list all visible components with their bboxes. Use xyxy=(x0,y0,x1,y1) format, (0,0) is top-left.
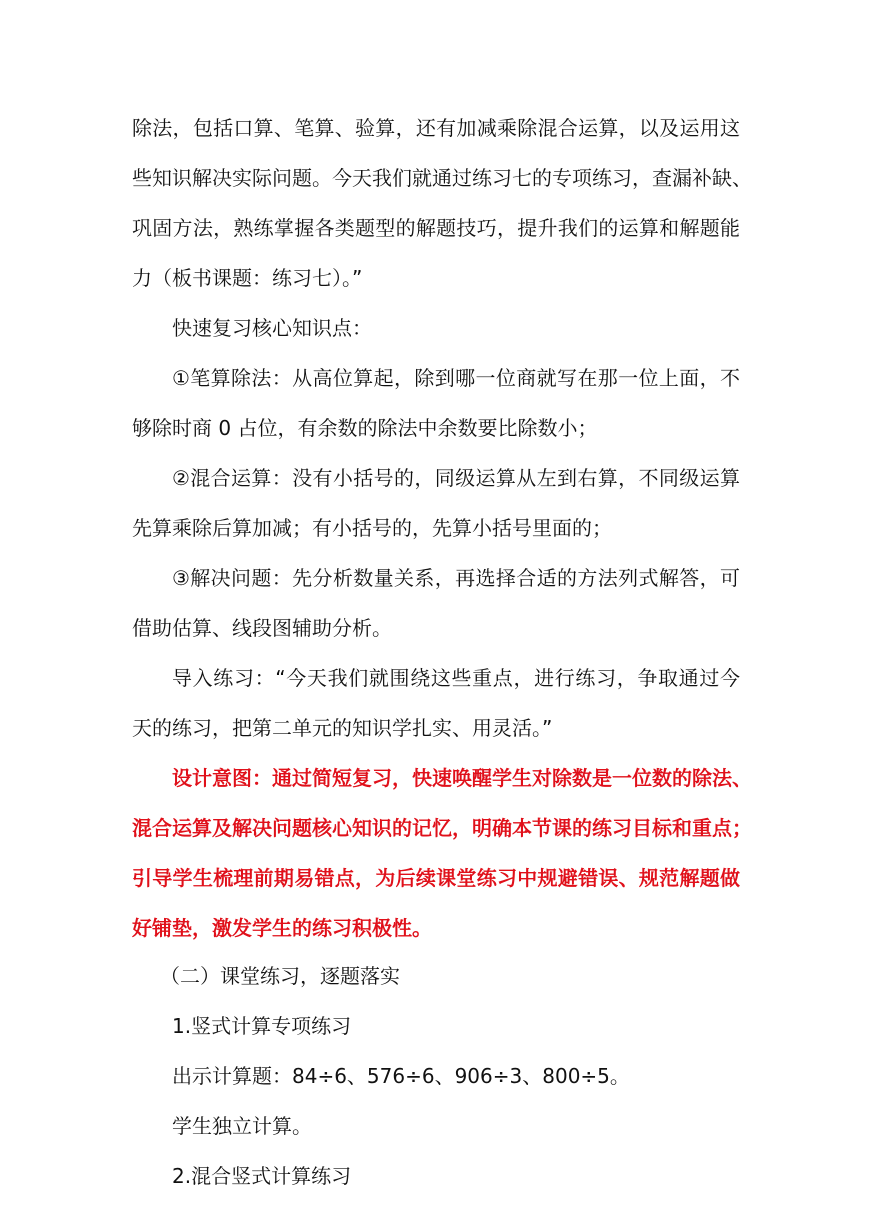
review-point-1-line-1: ①笔算除法：从高位算起，除到哪一位商就写在那一位上面，不 xyxy=(172,366,740,390)
exercise-2-title: 2.混合竖式计算练习 xyxy=(172,1164,352,1188)
review-point-1-line-2: 够除时商 0 占位，有余数的除法中余数要比除数小； xyxy=(132,416,598,440)
review-point-3-line-1: ③解决问题：先分析数量关系，再选择合适的方法列式解答，可 xyxy=(172,566,740,590)
lead-in-line-1: 导入练习：“今天我们就围绕这些重点，进行练习，争取通过今 xyxy=(172,666,740,690)
design-intent-line-4: 好铺垫，激发学生的练习积极性。 xyxy=(132,916,432,940)
exercise-1-title: 1.竖式计算专项练习 xyxy=(172,1014,352,1038)
review-point-3-line-2: 借助估算、线段图辅助分析。 xyxy=(132,616,392,640)
design-intent-line-3: 引导学生梳理前期易错点，为后续课堂练习中规避错误、规范解题做 xyxy=(132,866,740,890)
review-point-2-line-1: ②混合运算：没有小括号的，同级运算从左到右算，不同级运算 xyxy=(172,466,740,490)
section-heading: （二）课堂练习，逐题落实 xyxy=(160,964,400,988)
intro-paragraph-line-2: 些知识解决实际问题。今天我们就通过练习七的专项练习，查漏补缺、 xyxy=(132,166,752,190)
exercise-1-problems: 出示计算题：84÷6、576÷6、906÷3、800÷5。 xyxy=(172,1064,630,1088)
design-intent-line-2: 混合运算及解决问题核心知识的记忆，明确本节课的练习目标和重点； xyxy=(132,816,752,840)
exercise-1-instruction: 学生独立计算。 xyxy=(172,1114,312,1138)
intro-paragraph-line-3: 巩固方法，熟练掌握各类题型的解题技巧，提升我们的运算和解题能 xyxy=(132,216,740,240)
lead-in-line-2: 天的练习，把第二单元的知识学扎实、用灵活。” xyxy=(132,716,553,740)
review-point-2-line-2: 先算乘除后算加减；有小括号的，先算小括号里面的； xyxy=(132,516,612,540)
intro-paragraph-line-1: 除法，包括口算、笔算、验算，还有加减乘除混合运算，以及运用这 xyxy=(132,116,740,140)
intro-paragraph-line-4: 力（板书课题：练习七）。” xyxy=(132,266,363,290)
review-heading: 快速复习核心知识点： xyxy=(172,316,372,340)
design-intent-line-1: 设计意图：通过简短复习，快速唤醒学生对除数是一位数的除法、 xyxy=(172,766,752,790)
